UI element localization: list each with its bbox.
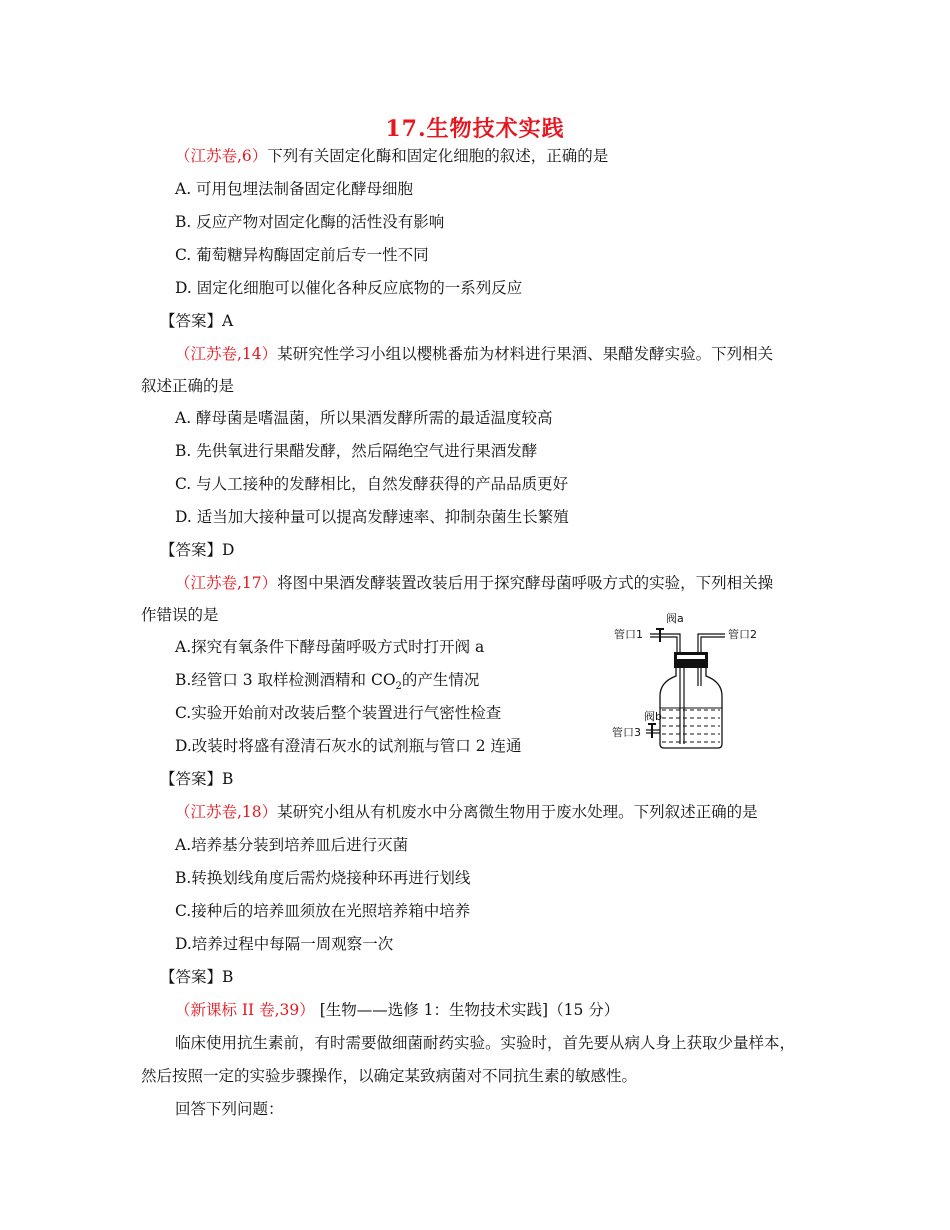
valve-a-label: 阀a <box>666 612 684 625</box>
q2-answer: 【答案】D <box>160 541 235 559</box>
q3-option-b-text: B.经管口 3 取样检测酒精和 CO <box>175 671 396 689</box>
q4-option-c: C.接种后的培养皿须放在光照培养箱中培养 <box>175 902 471 920</box>
q5-stem: [生物——选修 1：生物技术实践]（15 分） <box>314 1001 620 1019</box>
fermentation-bottle-diagram <box>610 612 790 752</box>
q4-option-b: B.转换划线角度后需灼烧接种环再进行划线 <box>175 869 471 887</box>
q2-stem: 某研究性学习小组以樱桃番茄为材料进行果酒、果醋发酵实验。下列相关 <box>277 345 774 363</box>
q3-option-b-sub: 2 <box>395 681 402 693</box>
q3-stem: 将图中果酒发酵装置改装后用于探究酵母菌呼吸方式的实验，下列相关操 <box>277 574 774 592</box>
q3-option-b-tail: 的产生情况 <box>401 671 480 689</box>
q2-option-d: D. 适当加大接种量可以提高发酵速率、抑制杂菌生长繁殖 <box>175 508 569 526</box>
q3-source: （江苏卷,17） <box>175 574 278 592</box>
q4-stem: 某研究小组从有机废水中分离微生物用于废水处理。下列叙述正确的是 <box>277 803 758 821</box>
q3-stem-line <box>175 572 773 594</box>
tube-port1-inner <box>650 637 677 654</box>
liquid <box>662 710 720 742</box>
port1-label: 管口1 <box>614 628 643 641</box>
q5-para2: 回答下列问题： <box>175 1100 284 1118</box>
q3-option-c: C.实验开始前对改装后整个装置进行气密性检查 <box>175 704 502 722</box>
q1-option-b: B. 反应产物对固定化酶的活性没有影响 <box>175 213 445 231</box>
q3-option-b <box>175 669 479 698</box>
q3-option-d: D.改装时将盛有澄清石灰水的试剂瓶与管口 2 连通 <box>175 737 522 755</box>
tube-port2-inner <box>701 637 725 654</box>
q1-option-c: C. 葡萄糖异构酶固定前后专一性不同 <box>175 246 429 264</box>
q1-option-a: A. 可用包埋法制备固定化酵母细胞 <box>175 180 414 198</box>
q2-stem-line <box>175 343 773 365</box>
q5-source: （新课标 II 卷,39） <box>175 1001 315 1019</box>
q1-stem: 下列有关固定化酶和固定化细胞的叙述，正确的是 <box>267 147 609 165</box>
stopper-band <box>677 655 705 659</box>
q1-option-d: D. 固定化细胞可以催化各种反应底物的一系列反应 <box>175 279 523 297</box>
q5-para1: 临床使用抗生素前，有时需要做细菌耐药实验。实验时，首先要从病人身上获取少量样本， <box>175 1034 796 1052</box>
q2-option-a: A. 酵母菌是嗜温菌，所以果酒发酵所需的最适温度较高 <box>175 409 553 427</box>
q4-option-d: D.培养过程中每隔一周观察一次 <box>175 935 394 953</box>
q3-stem-cont: 作错误的是 <box>141 606 219 624</box>
q2-stem-cont: 叙述正确的是 <box>141 377 235 395</box>
q4-source: （江苏卷,18） <box>175 803 278 821</box>
q3-option-a: A.探究有氧条件下酵母菌呼吸方式时打开阀 a <box>175 638 485 656</box>
q1-answer: 【答案】A <box>160 312 234 330</box>
q1-stem-line <box>175 145 608 167</box>
q4-stem-line <box>175 801 758 823</box>
q1-source: （江苏卷,6） <box>175 147 268 165</box>
q5-para1-cont: 然后按照一定的实验步骤操作，以确定某致病菌对不同抗生素的敏感性。 <box>141 1067 638 1085</box>
port3-label: 管口3 <box>612 726 641 739</box>
port2-label: 管口2 <box>728 628 757 641</box>
q2-option-b: B. 先供氧进行果醋发酵，然后隔绝空气进行果酒发酵 <box>175 442 538 460</box>
page-title: 17.生物技术实践 <box>385 116 565 142</box>
q5-stem-line <box>175 999 619 1021</box>
q2-option-c: C. 与人工接种的发酵相比，自然发酵获得的产品品质更好 <box>175 475 569 493</box>
q4-answer: 【答案】B <box>160 968 234 986</box>
q2-source: （江苏卷,14） <box>175 345 278 363</box>
stopper <box>674 652 708 668</box>
q3-answer: 【答案】B <box>160 770 234 788</box>
q4-option-a: A.培养基分装到培养皿后进行灭菌 <box>175 836 409 854</box>
valve-b-label: 阀b <box>644 710 662 723</box>
